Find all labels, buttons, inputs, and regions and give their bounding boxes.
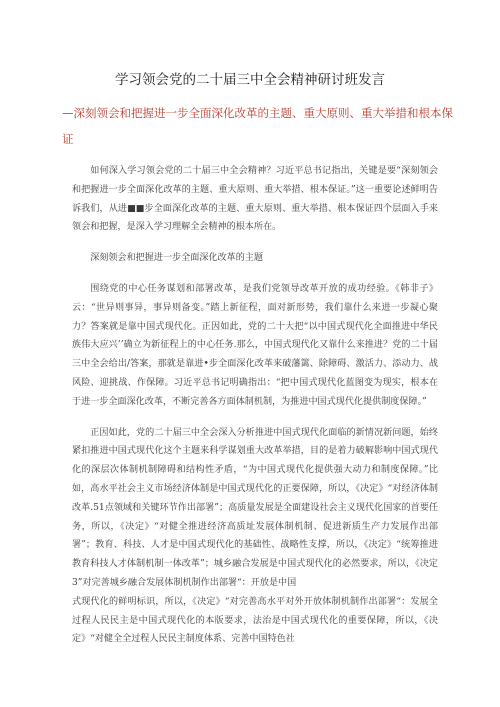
paragraph-intro: 如何深入学习领会党的二十届三中全会精神？习近平总书记指出，关键是要“深刻领会和把握进一步全面深化改革的主题、重大原则、重大举措、根本保证。”这一重要论述鲜明告诉我们，从进■■步全面深化改革的主题、重大原则、重大举措、根本保证四个层面入手来领会和把握，是深入学习理解全会精神的根本所在。 [72,166,438,233]
document-title: 学习领会党的二十届三中全会精神研讨班发言 [115,72,385,88]
paragraph-continuation: 式现代化的鲜明标识，所以，《决定》“对完善高水平对外开放体制机制作出部署“：发展全过程人民民主是中国式现代化的本版要求，法治是中国式现代化的重要保障，所以，《决定》“对健全全过程人民民主制度体系、完善中国特色社 [72,596,438,645]
document-subtitle: —深刻领会和把握进一步全面深化改革的主题、重大原则、重大举措和根本保证 [62,106,453,146]
paragraph: 围绕党的中心任务谋划和部署改革，是我们党领导改革开放的成功经验。《韩非子》云：“世异则事异，事异则备变。”踏上新征程，面对新形势，我们靠什么来进一步凝心聚力？答案就是靠中国式现代化。正因如此，党的二十大把“以中国式现代化全面推进中华民族伟大应兴’’确立为新征程上的中心任务.那么，中国式现代化又靠什么来推进？党的二十届三中全会给出/答案，那就是靠进•步全面深化改革来破藩篱、除障碍、激活力、添动力、战风险、迎挑战、作保障。习近平总书记明确指出：“把中国式现代化蓝图变为现实，根本在于进一步全面深化改革，不断完善各方面体制机制，为推进中国式现代化提供制度保障。” [72,283,438,407]
section-heading: 深刻领会和把握进一步全面深化改革的主题 [90,253,263,264]
paragraph: 正因如此，党的二十届三中全会深入分析推进中国式现代化面临的新情况新问题，始终紧扣推进中国式现代化这个主题来科学谋划重大改革举措，目的是着力破解影响中国式现代化的深层次体制机制障碍和结构性矛盾，“为中国式现代化提供强大动力和制度保障。”比如，高水平社会主义市场经济体制是中国式现代化的正要保障，所以，《决定》“对经济体制改革.51点领域和关键环节作出部署”；高质量发展是全面建设社会主义现代化国家的首要任务，所以，《决定》“对健全推进经济高质址发展体制机制、促进新质生产力发展作出部署”；教育、科技、人才是中国式现代化的基础性、战略性支撑，所以，《决定》“统筹推进教育科技人才体制机制一体改革”；城乡融合发展是中国式现代化的必然要求，所以，《决定3”对完善城乡融合发展体制机制作出部署“：开放是中国 [72,427,438,588]
document-body [72,162,438,661]
